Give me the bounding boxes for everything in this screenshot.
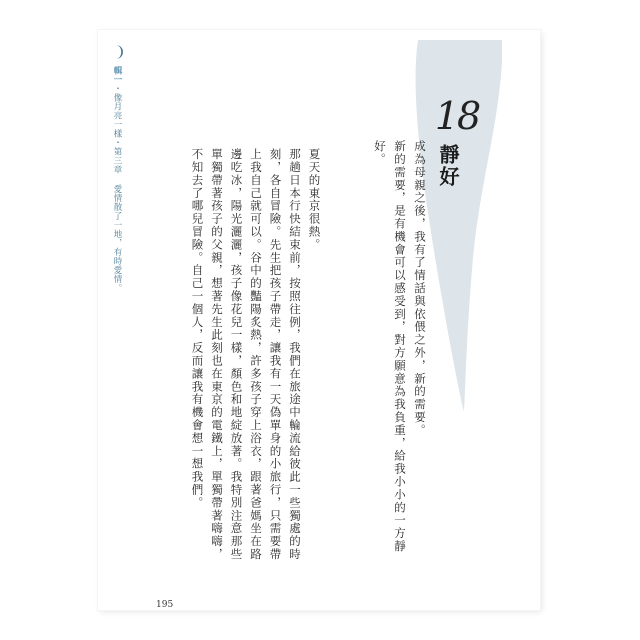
- chapter-intro: [370, 140, 430, 560]
- body-paragraph: 那趟日本行快結束前，按照往例，我們在旅途中輪流給彼此一些獨處的時刻，各自冒險。先生把孩子帶走，讓我有一天偽單身的小旅行，只需要帶上我自己就可以。谷中的豔陽炙熱，許多孩子穿上浴衣，跟著爸媽坐在路邊吃冰，陽光灑灑，孩子像花兒一樣，顏色和地綻放著。我特別注意那些單獨帶著孩子的父親，想著先生此刻也在東京的電鐵上，單獨帶著嗨嗨，不知去了哪兒冒險。自己一個人，反而讓我有機會想一想我們。: [190, 148, 302, 561]
- running-head: [112, 66, 122, 293]
- intro-line: 新的需要，是有機會可以感受到，對方願意為我負重，給我小小的一方靜好。: [373, 140, 407, 553]
- crescent-moon-icon: [110, 44, 126, 60]
- intro-line: 成為母親之後，我有了情話與依偎之外，新的需要。: [413, 140, 427, 437]
- page-number: 195: [156, 600, 174, 610]
- body-text: [168, 148, 324, 568]
- running-head-part: 輯一: [112, 66, 122, 84]
- chapter-number: 18: [434, 94, 480, 138]
- body-paragraph: 夏天的東京很熱。: [307, 148, 322, 252]
- running-head-chapter: ・像月亮一樣・第三章 愛情散了一地，有時愛情。: [112, 84, 122, 293]
- chapter-title: 靜好: [436, 144, 460, 188]
